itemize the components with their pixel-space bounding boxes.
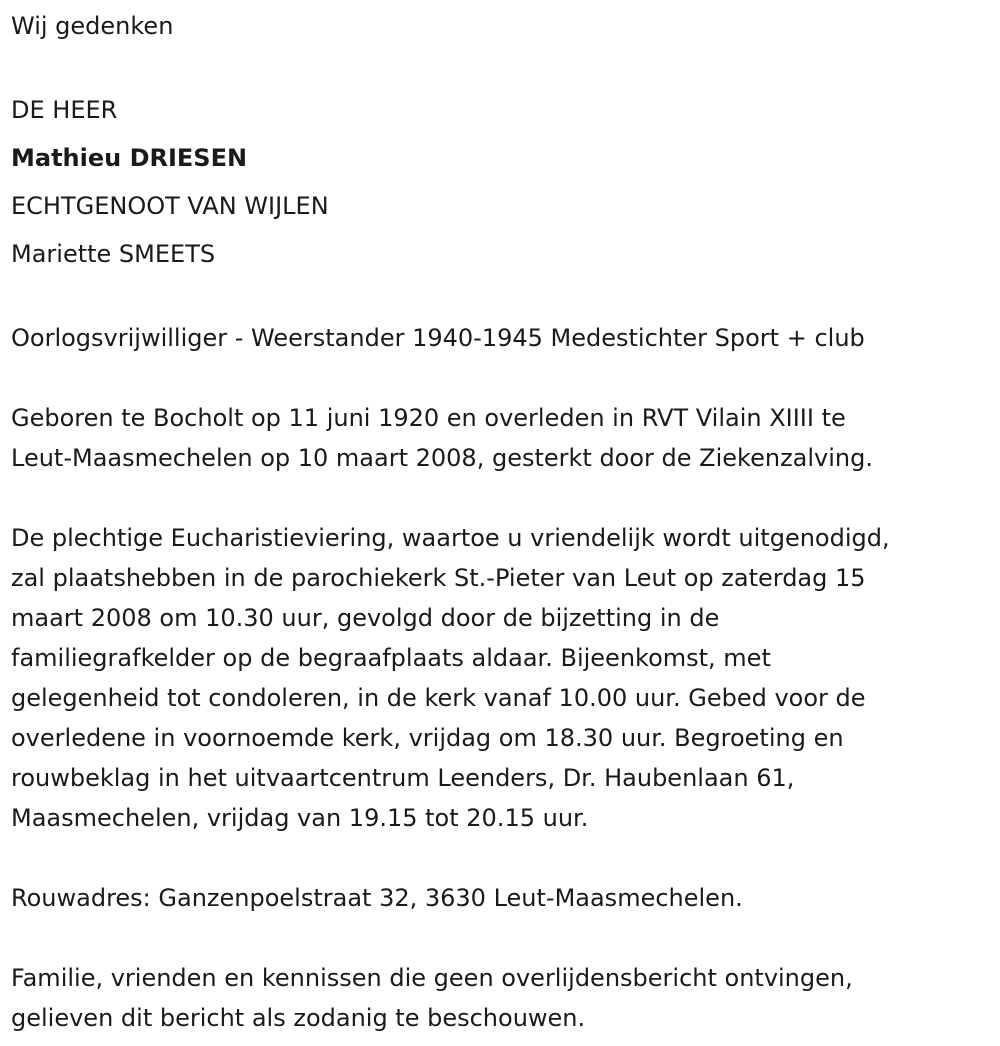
service-line: familiegrafkelder op de begraafplaats aldaar. Bijeenkomst, met [11, 644, 771, 672]
spouse-name: Mariette SMEETS [11, 240, 216, 268]
closing-line: gelieven dit bericht als zodanig te beschouwen. [11, 1004, 586, 1032]
service-line: Maasmechelen, vrijdag van 19.15 tot 20.15 uur. [11, 804, 589, 832]
closing-line: Familie, vrienden en kennissen die geen overlijdensbericht ontvingen, [11, 964, 853, 992]
service-line: zal plaatshebben in de parochiekerk St.-Pieter van Leut op zaterdag 15 [11, 564, 866, 592]
honorific: DE HEER [11, 96, 118, 124]
birth-death-paragraph [11, 398, 991, 478]
intro-text: Wij gedenken [11, 12, 174, 40]
birth-death-line: Leut-Maasmechelen op 10 maart 2008, gesterkt door de Ziekenzalving. [11, 444, 873, 472]
service-paragraph [11, 518, 991, 838]
funeral-address: Rouwadres: Ganzenpoelstraat 32, 3630 Leut-Maasmechelen. [11, 884, 743, 912]
name-block [11, 86, 991, 278]
closing-paragraph [11, 958, 991, 1038]
birth-death-line: Geboren te Bocholt op 11 juni 1920 en overleden in RVT Vilain XIIII te [11, 404, 846, 432]
description: Oorlogsvrijwilliger - Weerstander 1940-1945 Medestichter Sport + club [11, 324, 865, 352]
service-line: maart 2008 om 10.30 uur, gevolgd door de bijzetting in de [11, 604, 720, 632]
spouse-prefix: ECHTGENOOT VAN WIJLEN [11, 192, 329, 220]
service-line: gelegenheid tot condoleren, in de kerk vanaf 10.00 uur. Gebed voor de [11, 684, 866, 712]
deceased-name: Mathieu DRIESEN [11, 144, 248, 172]
obituary-notice [11, 6, 991, 1038]
service-line: overledene in voornoemde kerk, vrijdag om 18.30 uur. Begroeting en [11, 724, 844, 752]
service-line: De plechtige Eucharistieviering, waartoe u vriendelijk wordt uitgenodigd, [11, 524, 890, 552]
service-line: rouwbeklag in het uitvaartcentrum Leenders, Dr. Haubenlaan 61, [11, 764, 795, 792]
